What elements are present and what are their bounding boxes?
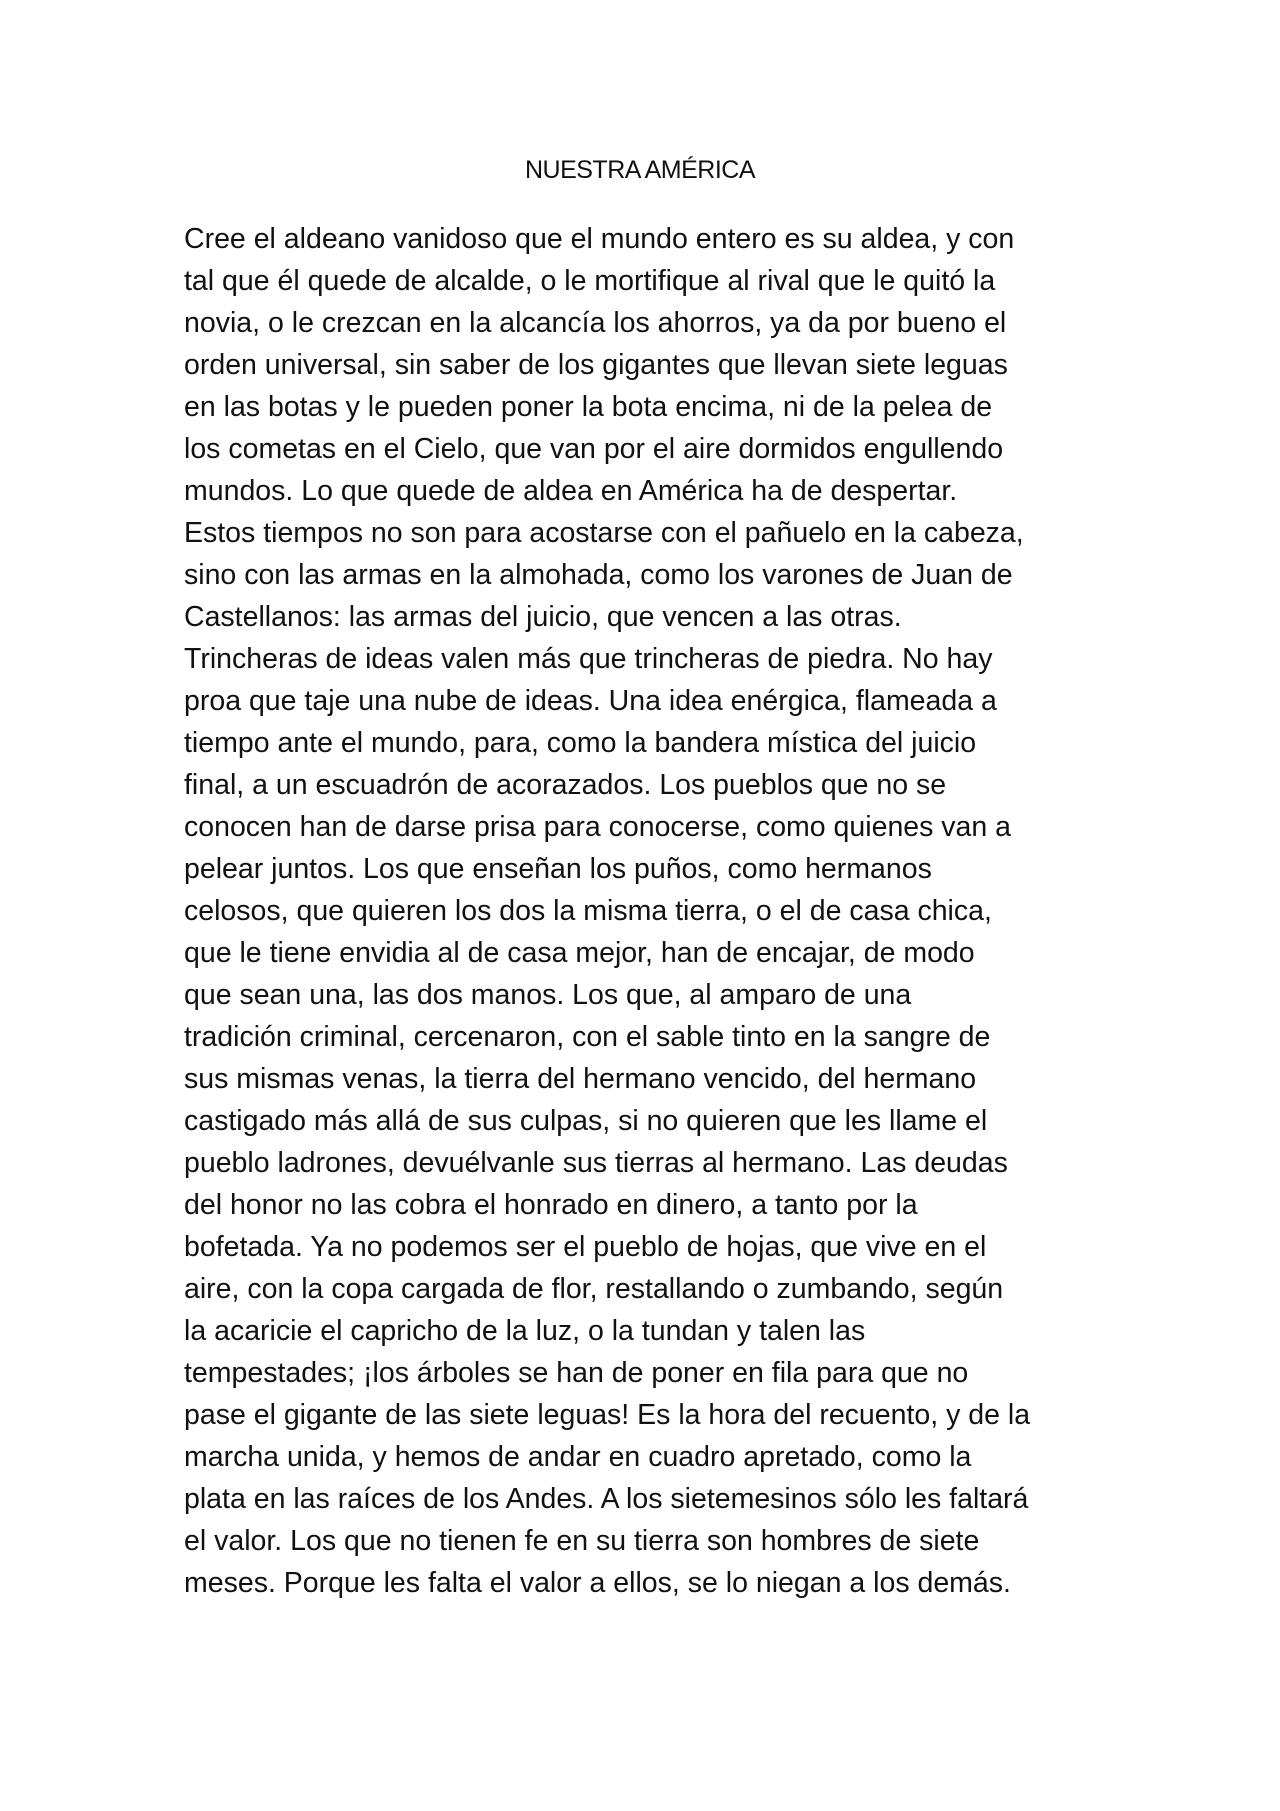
text-line: bofetada. Ya no podemos ser el pueblo de hojas, que vive en el (184, 1231, 987, 1263)
text-line: Castellanos: las armas del juicio, que vencen a las otras. (184, 601, 902, 633)
text-line: conocen han de darse prisa para conocerse, como quienes van a (184, 811, 1012, 843)
text-line: pueblo ladrones, devuélvanle sus tierras al hermano. Las deudas (184, 1147, 1008, 1179)
body-paragraph (184, 218, 1104, 1604)
text-line: la acaricie el capricho de la luz, o la tundan y talen las (184, 1315, 866, 1347)
text-line: orden universal, sin saber de los gigantes que llevan siete leguas (184, 349, 1008, 381)
text-line: final, a un escuadrón de acorazados. Los pueblos que no se (184, 769, 947, 801)
text-line: aire, con la copa cargada de flor, restallando o zumbando, según (184, 1273, 1004, 1305)
text-line: mundos. Lo que quede de aldea en América ha de despertar. (184, 475, 958, 507)
text-line: Trincheras de ideas valen más que trincheras de piedra. No hay (184, 643, 993, 675)
text-line: meses. Porque les falta el valor a ellos, se lo niegan a los demás. (184, 1567, 1011, 1599)
text-line: en las botas y le pueden poner la bota encima, ni de la pelea de (184, 391, 993, 423)
text-line: pelear juntos. Los que enseñan los puños, como hermanos (184, 853, 932, 885)
text-line: que sean una, las dos manos. Los que, al amparo de una (184, 979, 912, 1011)
text-line: el valor. Los que no tienen fe en su tierra son hombres de siete (184, 1525, 980, 1557)
text-line: marcha unida, y hemos de andar en cuadro apretado, como la (184, 1441, 972, 1473)
text-line: tempestades; ¡los árboles se han de poner en fila para que no (184, 1357, 969, 1389)
text-line: plata en las raíces de los Andes. A los sietemesinos sólo les faltará (184, 1483, 1029, 1515)
text-line: los cometas en el Cielo, que van por el aire dormidos engullendo (184, 433, 1004, 465)
text-line: tiempo ante el mundo, para, como la bandera mística del juicio (184, 727, 977, 759)
text-line: tradición criminal, cercenaron, con el sable tinto en la sangre de (184, 1021, 991, 1053)
text-line: tal que él quede de alcalde, o le mortifique al rival que le quitó la (184, 265, 996, 297)
text-line: del honor no las cobra el honrado en dinero, a tanto por la (184, 1189, 918, 1221)
text-line: sus mismas venas, la tierra del hermano vencido, del hermano (184, 1063, 977, 1095)
text-line: castigado más allá de sus culpas, si no quieren que les llame el (184, 1105, 988, 1137)
text-line: pase el gigante de las siete leguas! Es la hora del recuento, y de la (184, 1399, 1031, 1431)
text-line: sino con las armas en la almohada, como los varones de Juan de (184, 559, 1013, 591)
text-line: que le tiene envidia al de casa mejor, han de encajar, de modo (184, 937, 975, 969)
text-line: Cree el aldeano vanidoso que el mundo entero es su aldea, y con (184, 223, 1015, 255)
text-line: novia, o le crezcan en la alcancía los ahorros, ya da por bueno el (184, 307, 1007, 339)
text-line: celosos, que quieren los dos la misma tierra, o el de casa chica, (184, 895, 992, 927)
text-line: Estos tiempos no son para acostarse con el pañuelo en la cabeza, (184, 517, 1024, 549)
text-line: proa que taje una nube de ideas. Una idea enérgica, flameada a (184, 685, 997, 717)
page-title: NUESTRA AMÉRICA (524, 156, 756, 184)
